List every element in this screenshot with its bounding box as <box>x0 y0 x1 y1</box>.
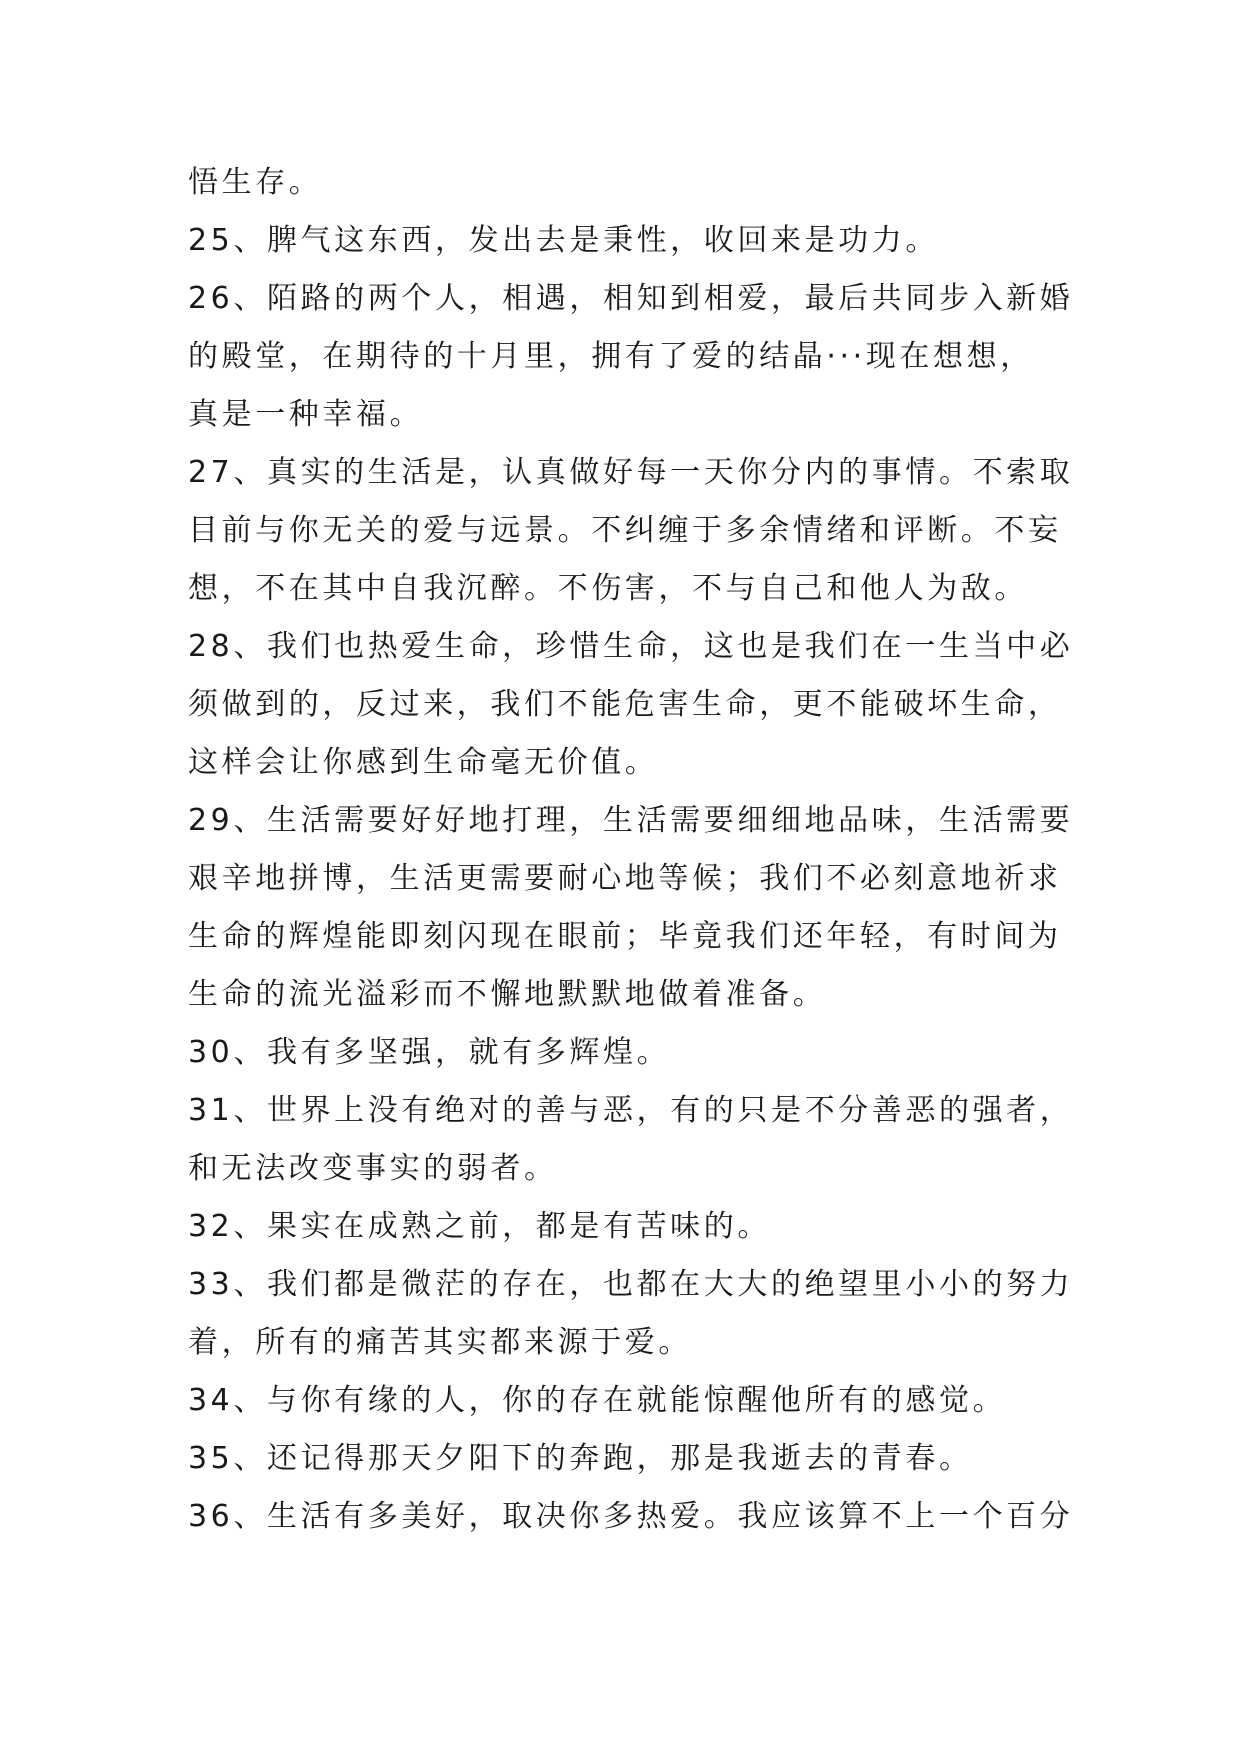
text-line: 25、脾气这东西，发出去是秉性，收回来是功力。 <box>188 223 939 258</box>
text-line: 34、与你有缘的人，你的存在就能惊醒他所有的感觉。 <box>188 1383 1007 1418</box>
text-line: 真是一种幸福。 <box>188 397 424 432</box>
text-line: 27、真实的生活是，认真做好每一天你分内的事情。不索取 <box>188 455 1074 490</box>
text-line: 着，所有的痛苦其实都来源于爱。 <box>188 1325 692 1360</box>
text-line: 28、我们也热爱生命，珍惜生命，这也是我们在一生当中必 <box>188 629 1074 664</box>
text-line: 36、生活有多美好，取决你多热爱。我应该算不上一个百分 <box>188 1499 1074 1534</box>
document-body <box>188 154 1088 1546</box>
text-line: 生命的流光溢彩而不懈地默默地做着准备。 <box>188 977 827 1012</box>
text-line: 这样会让你感到生命毫无价值。 <box>188 745 659 780</box>
text-line: 30、我有多坚强，就有多辉煌。 <box>188 1035 671 1070</box>
text-line: 33、我们都是微茫的存在，也都在大大的绝望里小小的努力 <box>188 1267 1074 1302</box>
text-line: 32、果实在成熟之前，都是有苦味的。 <box>188 1209 771 1244</box>
text-line: 想，不在其中自我沉醉。不伤害，不与自己和他人为敌。 <box>188 571 1028 606</box>
text-line: 须做到的，反过来，我们不能危害生命，更不能破坏生命， <box>188 687 1062 722</box>
text-line: 生命的辉煌能即刻闪现在眼前；毕竟我们还年轻，有时间为 <box>188 919 1062 954</box>
text-line: 悟生存。 <box>188 165 323 200</box>
text-line: 目前与你无关的爱与远景。不纠缠于多余情绪和评断。不妄 <box>188 513 1062 548</box>
text-line: 35、还记得那天夕阳下的奔跑，那是我逝去的青春。 <box>188 1441 973 1476</box>
text-line: 和无法改变事实的弱者。 <box>188 1151 558 1186</box>
text-line: 的殿堂，在期待的十月里，拥有了爱的结晶···现在想想， <box>188 339 1034 374</box>
text-line: 29、生活需要好好地打理，生活需要细细地品味，生活需要 <box>188 803 1074 838</box>
text-line: 艰辛地拼博，生活更需要耐心地等候；我们不必刻意地祈求 <box>188 861 1062 896</box>
text-line: 26、陌路的两个人，相遇，相知到相爱，最后共同步入新婚 <box>188 281 1074 316</box>
text-line: 31、世界上没有绝对的善与恶，有的只是不分善恶的强者， <box>188 1093 1074 1128</box>
